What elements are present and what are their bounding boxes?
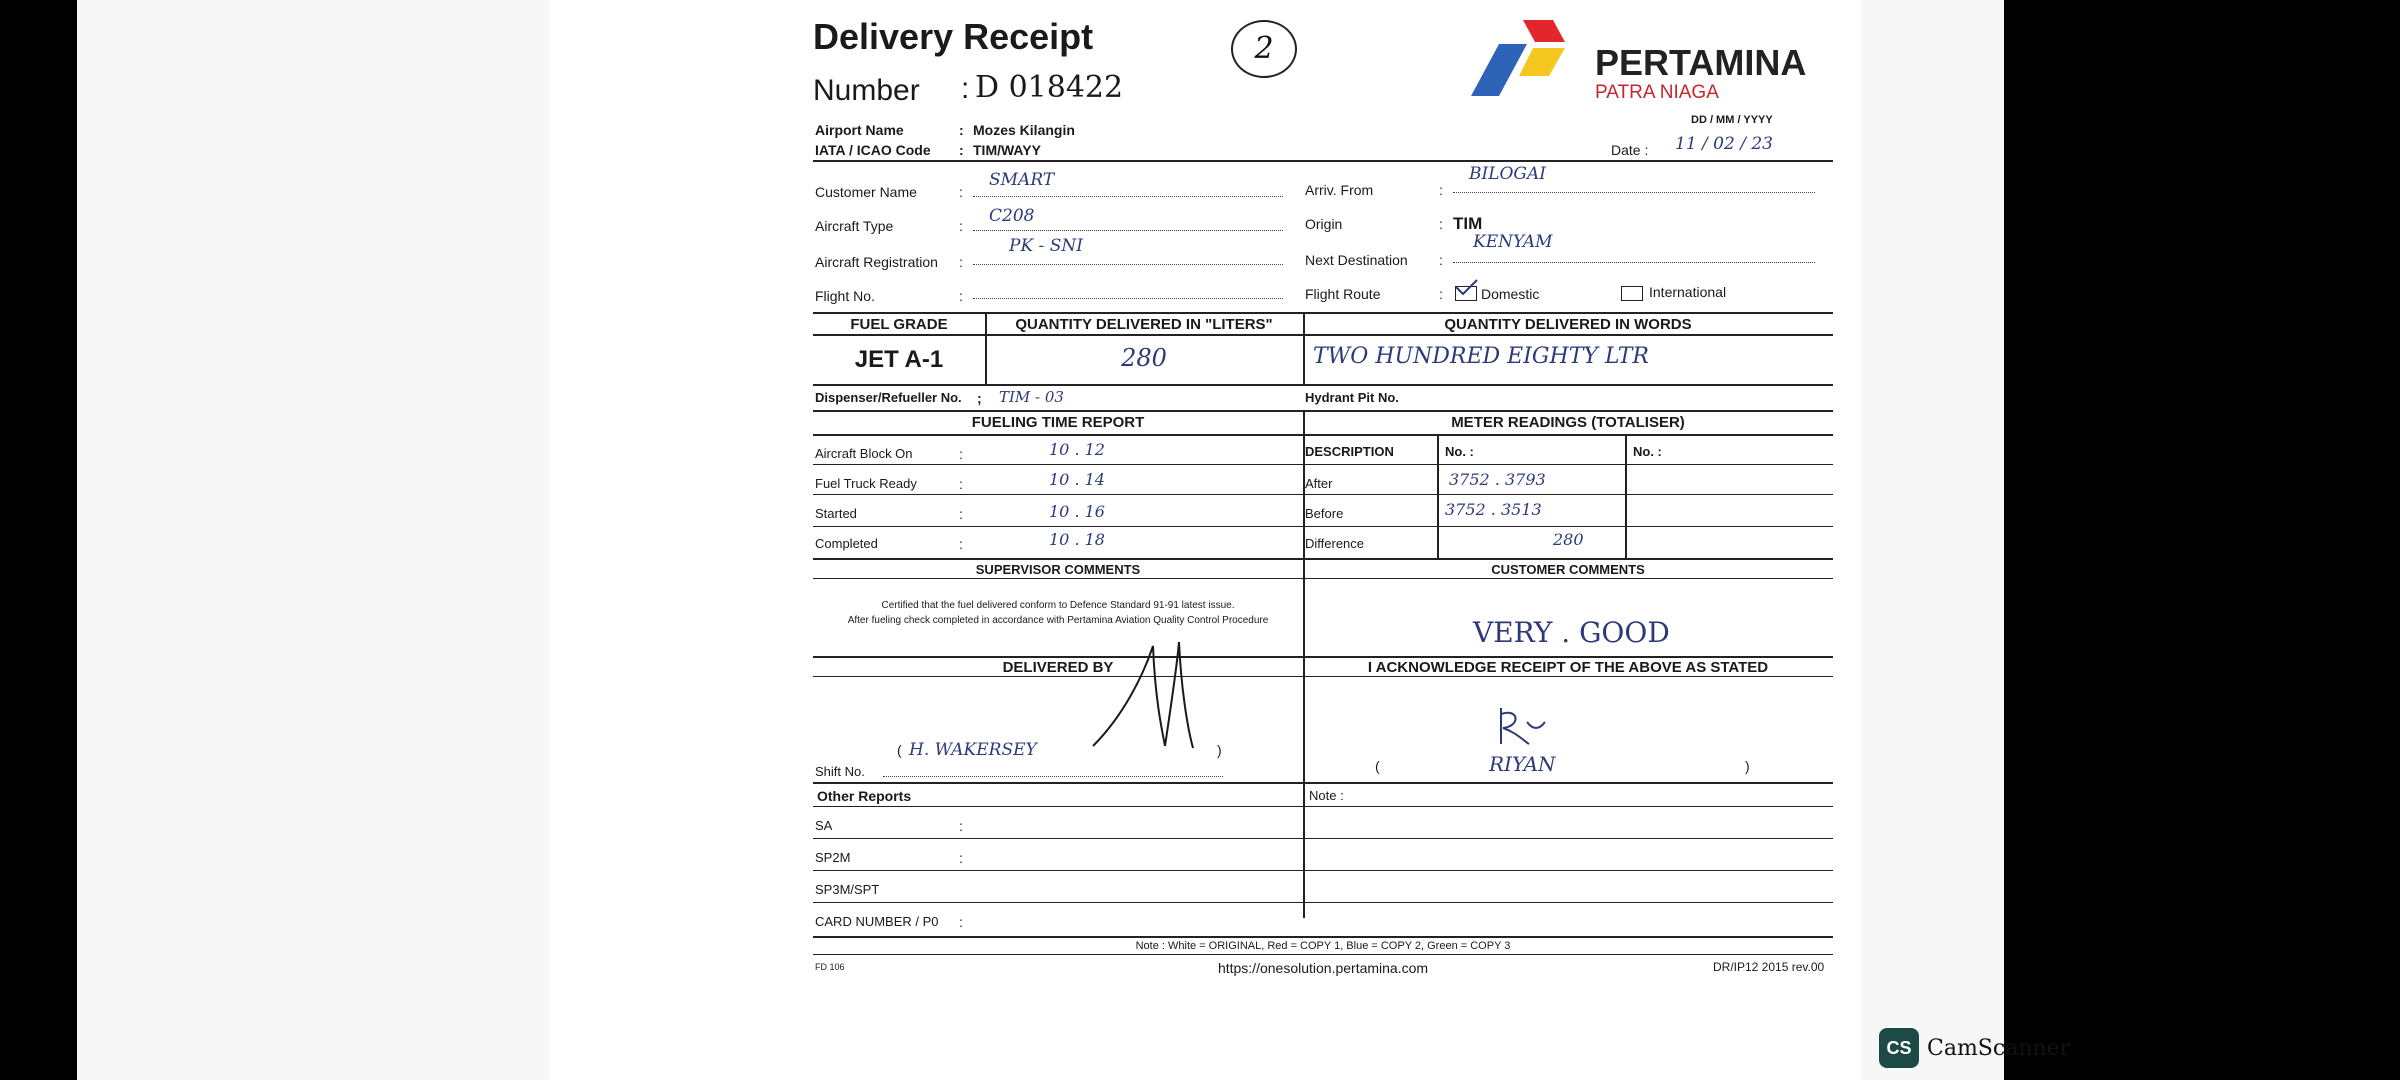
customer-name: RIYAN bbox=[1489, 752, 1556, 776]
timing-label: Aircraft Block On bbox=[815, 446, 913, 461]
camscanner-logo-icon: CS bbox=[1879, 1028, 1919, 1068]
number-label: Number bbox=[813, 74, 920, 107]
logo-name: PERTAMINA bbox=[1595, 42, 1807, 83]
customer-close-paren: ) bbox=[1745, 758, 1750, 774]
customer-signature bbox=[1493, 700, 1553, 750]
camscanner-watermark: CamScanner bbox=[1927, 1036, 2071, 1061]
qty-liters-value: 280 bbox=[1121, 344, 1167, 372]
number-colon: : bbox=[961, 72, 970, 105]
qty-liters-header: QUANTITY DELIVERED IN "LITERS" bbox=[1015, 316, 1273, 333]
date-value: 11 / 02 / 23 bbox=[1675, 134, 1773, 154]
origin-value: TIM bbox=[1453, 214, 1483, 233]
timing-value: 10 . 16 bbox=[1049, 502, 1105, 521]
timing-label: Fuel Truck Ready bbox=[815, 476, 917, 491]
domestic-label: Domestic bbox=[1481, 286, 1540, 302]
next-destination-label: Next Destination bbox=[1305, 252, 1408, 268]
delivered-open-paren: ( bbox=[897, 742, 902, 758]
flight-no-label: Flight No. bbox=[815, 288, 875, 304]
footer-url: https://onesolution.pertamina.com bbox=[1217, 960, 1429, 976]
document-reference: DR/IP12 2015 rev.00 bbox=[1713, 960, 1825, 974]
customer-open-paren: ( bbox=[1375, 758, 1380, 774]
timing-label: Completed bbox=[815, 536, 878, 551]
dispenser-label: Dispenser/Refueller No. bbox=[815, 390, 962, 405]
arriv-from-value: BILOGAI bbox=[1469, 164, 1547, 184]
qty-words-header: QUANTITY DELIVERED IN WORDS bbox=[1444, 316, 1692, 333]
timing-value: 10 . 14 bbox=[1049, 470, 1105, 489]
certification-line-2: After fueling check completed in accordance with Pertamina Aviation Quality Control Procedure bbox=[847, 615, 1269, 626]
meter-row-value: 280 bbox=[1553, 530, 1584, 549]
meter-col-description: DESCRIPTION bbox=[1305, 444, 1394, 459]
iata-value: TIM/WAYY bbox=[973, 142, 1041, 158]
delivered-by-name: H. WAKERSEY bbox=[909, 740, 1037, 760]
date-label: Date : bbox=[1611, 142, 1649, 158]
aircraft-registration-label: Aircraft Registration bbox=[815, 254, 938, 270]
domestic-checkbox[interactable] bbox=[1455, 286, 1477, 301]
report-row-label: SP3M/SPT bbox=[815, 882, 880, 897]
logo-subtitle: PATRA NIAGA bbox=[1595, 82, 1719, 103]
aircraft-registration-value: PK - SNI bbox=[1009, 236, 1083, 256]
international-label: International bbox=[1649, 284, 1727, 300]
customer-name-label: Customer Name bbox=[815, 184, 917, 200]
scanned-page bbox=[549, 0, 1861, 1080]
form-code: FD 106 bbox=[815, 962, 845, 972]
timing-label: Started bbox=[815, 506, 857, 521]
arriv-from-label: Arriv. From bbox=[1305, 182, 1374, 198]
meter-row-value: 3752 . 3513 bbox=[1445, 500, 1542, 519]
qty-words-value: TWO HUNDRED EIGHTY LTR bbox=[1313, 344, 1649, 369]
meter-col-no1: No. : bbox=[1445, 444, 1474, 459]
shift-no-label: Shift No. bbox=[815, 764, 865, 779]
certification-line-1: Certified that the fuel delivered conform to Defence Standard 91-91 latest issue. bbox=[881, 600, 1235, 611]
aircraft-type-label: Aircraft Type bbox=[815, 218, 894, 234]
airport-name-value: Mozes Kilangin bbox=[973, 122, 1075, 138]
customer-comment-value: VERY . GOOD bbox=[1473, 616, 1670, 649]
receipt-number: D 018422 bbox=[975, 70, 1124, 105]
fueling-time-header: FUELING TIME REPORT bbox=[971, 414, 1145, 431]
report-row-label: SP2M bbox=[815, 850, 851, 865]
origin-label: Origin bbox=[1305, 216, 1343, 232]
date-format-label: DD / MM / YYYY bbox=[1691, 114, 1773, 126]
other-reports-header: Other Reports bbox=[817, 788, 912, 804]
meter-col-no2: No. : bbox=[1633, 444, 1662, 459]
meter-row-label: After bbox=[1305, 476, 1333, 491]
supervisor-comments-header: SUPERVISOR COMMENTS bbox=[975, 562, 1141, 577]
timing-value: 10 . 18 bbox=[1049, 530, 1105, 549]
hydrant-pit-label: Hydrant Pit No. bbox=[1305, 390, 1399, 405]
iata-label: IATA / ICAO Code bbox=[815, 142, 931, 158]
copy-number-mark: 2 bbox=[1231, 20, 1297, 78]
delivered-close-paren: ) bbox=[1217, 742, 1222, 758]
report-row-label: CARD NUMBER / P0 bbox=[815, 914, 939, 929]
meter-row-label: Difference bbox=[1305, 536, 1365, 551]
note-label: Note : bbox=[1309, 788, 1344, 803]
dispenser-value: TIM - 03 bbox=[999, 388, 1064, 406]
airport-name-label: Airport Name bbox=[815, 122, 904, 138]
fuel-grade-header: FUEL GRADE bbox=[850, 316, 948, 333]
customer-comments-header: CUSTOMER COMMENTS bbox=[1491, 562, 1645, 577]
pertamina-logo-icon bbox=[1465, 18, 1585, 100]
meter-row-label: Before bbox=[1305, 506, 1344, 521]
acknowledge-header: I ACKNOWLEDGE RECEIPT OF THE ABOVE AS STATED bbox=[1367, 659, 1769, 676]
delivered-by-signature bbox=[1083, 636, 1203, 756]
meter-readings-header: METER READINGS (TOTALISER) bbox=[1451, 414, 1685, 431]
report-row-label: SA bbox=[815, 818, 833, 833]
aircraft-type-value: C208 bbox=[989, 206, 1035, 226]
international-checkbox[interactable] bbox=[1621, 286, 1643, 301]
next-destination-value: KENYAM bbox=[1473, 232, 1553, 252]
receipt-title: Delivery Receipt bbox=[813, 16, 1094, 57]
delivered-by-header: DELIVERED BY bbox=[1002, 659, 1114, 676]
fuel-grade-value: JET A-1 bbox=[854, 346, 944, 373]
delivery-receipt: Delivery Receipt Number : D 018422 2 PERTAMINA PATRA NIAGA Airport Name : Mozes Kilangin IATA / ICAO Code : TIM/WAYY DD / MM / YYYY Date : 11 / 02 / 23 Customer Name : SMART Aircraft Type : C208 Aircraft Registration : PK - SNI Flight No. : Arriv. From : BILOGAI Origin : TIM Next Destination : KENYAM Flight Route : Domestic International FUEL GRADE QUANTITY DELIVERED IN "LITERS" QUANTITY DELIVERED IN WORDS JET A-1 280 TWO HUNDRED EIGHTY LTR Dispenser/Refueller No. ; TIM - 03 Hydrant Pit No. FUELING TIME REPORT METER READINGS (TOTALISER) Aircraft Block On : 10 . 12 Fuel Truck Ready : 10 . 14 Started : 10 . 16 Completed : 10 . 18 DESCRIPTION No. : No. : After 3752 . 3793 Before 3752 . 3513 Difference 280 SUPERVISOR COMMENTS CUSTOMER COMMENTS Certified that the fuel delivered conform to Defence Standard 91-91 latest issue. After fueling check completed in accordance with Pertamina Aviation Quality Control Procedure VERY . GOOD DELIVERED BY I ACKNOWLEDGE RECEIPT OF THE ABOVE AS STATED ( H. WAKERSEY ) Shift No. ( RIYAN ) Other Reports Note : SA : SP2M : SP3M/SPT CARD NUMBER / P0 : Note : White = ORIGINAL, Red = COPY 1, Blue = COPY 2, Green = COPY 3 FD 106 https://onesolution.pertamina.com DR/IP12 2015 rev.00 bbox=[813, 0, 1833, 1010]
customer-name-value: SMART bbox=[989, 170, 1055, 190]
flight-route-label: Flight Route bbox=[1305, 286, 1381, 302]
meter-row-value: 3752 . 3793 bbox=[1449, 470, 1546, 489]
document-viewer bbox=[77, 0, 2071, 1080]
copy-color-note: Note : White = ORIGINAL, Red = COPY 1, Blue = COPY 2, Green = COPY 3 bbox=[1135, 940, 1511, 952]
timing-value: 10 . 12 bbox=[1049, 440, 1105, 459]
